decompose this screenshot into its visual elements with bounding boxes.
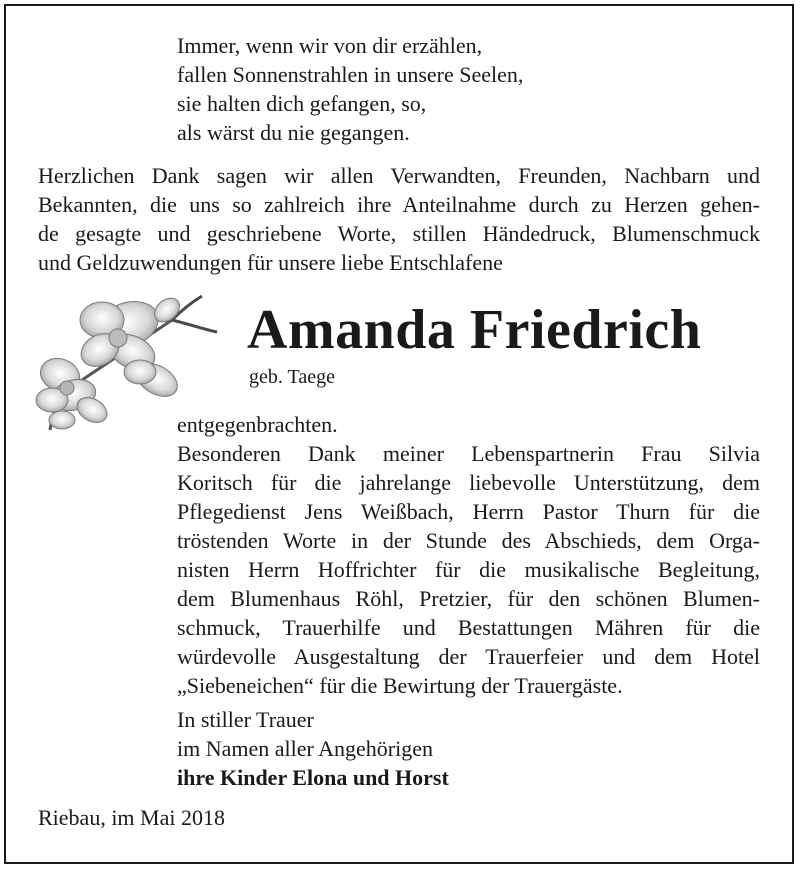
body-line: tröstenden Worte in der Stunde des Abschieds, dem Orga-	[177, 528, 760, 553]
body-line: Pflegedienst Jens Weißbach, Herrn Pastor Thurn für die	[177, 499, 760, 524]
poem-line: Immer, wenn wir von dir erzählen,	[177, 33, 483, 58]
closing-line: In stiller Trauer	[177, 707, 314, 732]
body-line: „Siebeneichen“ für die Bewirtung der Trauergäste.	[177, 673, 623, 698]
closing-line: im Namen aller Angehörigen	[177, 736, 433, 761]
poem-line: fallen Sonnenstrahlen in unsere Seelen,	[177, 62, 524, 87]
body-line: nisten Herrn Hoffrichter für die musikalische Begleitung,	[177, 557, 760, 582]
birth-name: geb. Taege	[249, 366, 335, 388]
closing-block	[177, 705, 449, 792]
intro-line: Bekannten, die uns so zahlreich ihre Anteilnahme durch zu Herzen gehen-	[38, 192, 760, 217]
intro-line: Herzlichen Dank sagen wir allen Verwandten, Freunden, Nachbarn und	[38, 163, 760, 188]
thanks-paragraph	[177, 410, 760, 700]
poem-line: als wärst du nie gegangen.	[177, 120, 410, 145]
poem-line: sie halten dich gefangen, so,	[177, 91, 427, 116]
body-line: dem Blumenhaus Röhl, Pretzier, für den schönen Blumen-	[177, 586, 760, 611]
body-line: entgegenbrachten.	[177, 412, 338, 437]
signature: ihre Kinder Elona und Horst	[177, 765, 449, 790]
intro-line: de gesagte und geschriebene Worte, stillen Händedruck, Blumenschmuck	[38, 221, 760, 246]
deceased-name: Amanda Friedrich	[247, 299, 702, 361]
body-line: Besonderen Dank meiner Lebenspartnerin Frau Silvia	[177, 441, 760, 466]
body-line: schmuck, Trauerhilfe und Bestattungen Mähren für die	[177, 615, 760, 640]
body-line: würdevolle Ausgestaltung der Trauerfeier und dem Hotel	[177, 644, 760, 669]
place-date: Riebau, im Mai 2018	[38, 805, 225, 830]
body-line: Koritsch für die jahrelange liebevolle Unterstützung, dem	[177, 470, 760, 495]
intro-line: und Geldzuwendungen für unsere liebe Entschlafene	[38, 250, 503, 275]
intro-paragraph	[38, 161, 760, 277]
poem	[177, 31, 523, 147]
